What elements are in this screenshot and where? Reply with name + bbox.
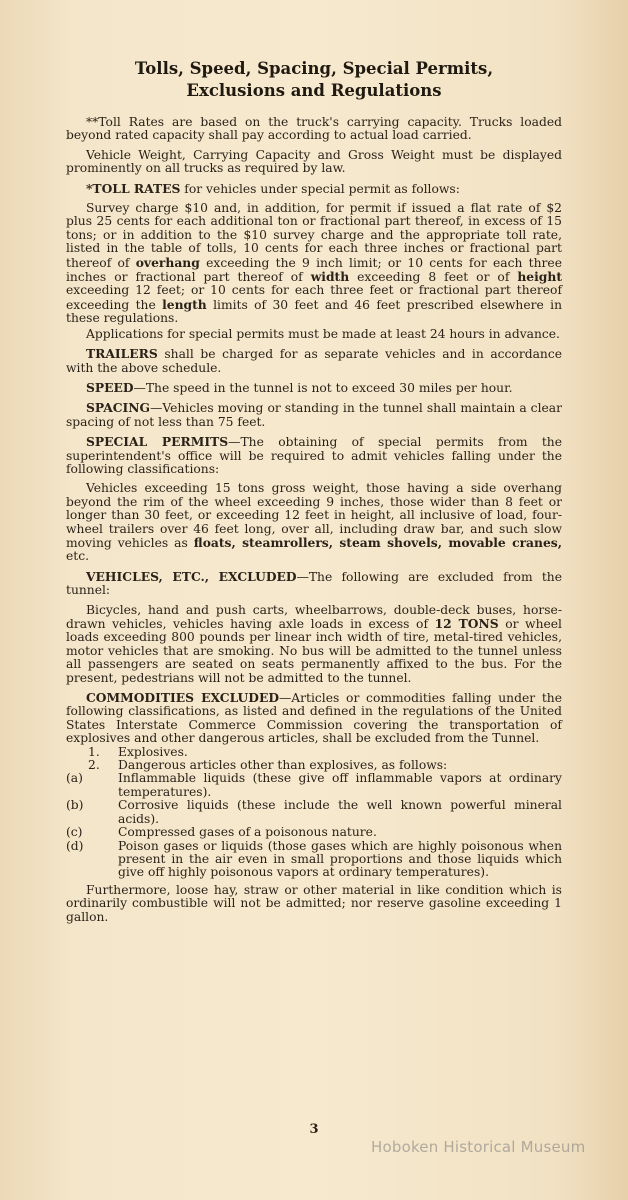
- survey-text-d: exceeding 12 feet; or 10 cents for each three feet or fractional part thereof exceeding the: [66, 283, 562, 312]
- speed-paragraph: [66, 381, 562, 395]
- title-line-2: Exclusions and Regulations: [186, 81, 442, 100]
- special-permits-detail: [66, 482, 562, 563]
- survey-charge-paragraph: [66, 202, 562, 326]
- toll-rates-heading: *TOLL RATES: [86, 180, 181, 196]
- special-permits-text: —The obtaining of special permits from the superintendent's office will be required to admit vehicles falling under the following classifications:: [66, 435, 562, 476]
- list-item-text: Inflammable liquids (these give off inflammable vapors at ordinary temperatures).: [118, 771, 562, 799]
- excluded-detail-text-b: or wheel loads exceeding 800 pounds per linear inch width of tire, metal-tired vehicles, motor vehicles that are smoking. No bus will be admitted to the tunnel unless all passengers are seated on seats permanently affixed to the bus. For the present, pedestrians will not be admitted to the tunnel.: [66, 617, 562, 685]
- list-item: [66, 772, 562, 799]
- trailers-paragraph: [66, 347, 562, 375]
- list-item: [66, 799, 562, 826]
- page-title: [66, 58, 562, 102]
- watermark: Hoboken Historical Museum: [371, 1138, 586, 1156]
- excluded-detail: [66, 604, 562, 685]
- toll-rates-intro: for vehicles under special permit as follows:: [180, 181, 460, 196]
- page-content: [66, 58, 562, 930]
- list-item-number: 2.: [88, 758, 100, 773]
- list-item-text: Poison gases or liquids (those gases which are highly poisonous when present in the air even in small proportions and those liquids which give off highly poisonous vapors at ordinary temperatures).: [118, 838, 562, 880]
- list-item-number: (a): [66, 771, 83, 786]
- spacing-paragraph: [66, 401, 562, 429]
- survey-text-e: limits of 30 feet and 46 feet prescribed elsewhere in these regulations.: [66, 297, 562, 326]
- survey-height: height: [517, 269, 562, 285]
- special-detail-text-a: Vehicles exceeding 15 tons gross weight, those having a side overhang beyond the rim of the wheel exceeding 9 inches, those wider than 8 feet or longer than 30 feet, or exceeding 12 feet in height, all inclusive of load, four-wheel trailers over 46 feet long, over all, including draw bar, and such slow moving vehicles as: [66, 481, 562, 550]
- commodities-heading: COMMODITIES EXCLUDED: [86, 690, 279, 706]
- list-item: [66, 746, 562, 759]
- excluded-detail-bold: 12 TONS: [434, 616, 499, 631]
- furthermore-paragraph: Furthermore, loose hay, straw or other material in like condition which is ordinarily combustible will not be admitted; nor reserve gasoline exceeding 1 gallon.: [66, 882, 562, 924]
- list-item: [66, 840, 562, 880]
- special-permits-paragraph: [66, 435, 562, 476]
- survey-width: width: [310, 269, 350, 285]
- survey-text-b: exceeding the 9 inch limit; or 10 cents for each three inches or fractional part thereof of: [66, 255, 562, 285]
- excluded-heading: VEHICLES, ETC., EXCLUDED: [86, 568, 297, 584]
- excluded-detail-text-a: Bicycles, hand and push carts, wheelbarrows, double-deck buses, horse-drawn vehicles, vehicles having axle loads in excess of: [66, 602, 562, 631]
- page-number: 3: [309, 1122, 319, 1137]
- survey-length: length: [162, 296, 207, 312]
- special-detail-bold: floats, steamrollers, steam shovels, movable cranes,: [193, 534, 562, 550]
- title-line-1: Tolls, Speed, Spacing, Special Permits,: [134, 59, 494, 78]
- list-item: [66, 826, 562, 839]
- survey-text-a: Survey charge $10 and, in addition, for permit if issued a flat rate of $2 plus 25 cents for each additional ton or fractional part thereof, in excess of 15 tons; or in addition to the $10 survey charge and the appropriate toll rate, listed in the table of tolls, 10 cents for each three inches or fractional part thereof of: [66, 201, 562, 270]
- commodities-text: —Articles or commodities falling under the following classifications, as listed and defined in the regulations of the United States Interstate Commerce Commission covering the transportation of explosives and other dangerous articles, shall be excluded from the Tunnel.: [66, 691, 562, 746]
- toll-basis-paragraph: **Toll Rates are based on the truck's carrying capacity. Trucks loaded beyond rated capacity shall pay according to actual load carried.: [66, 115, 562, 143]
- weight-display-paragraph: Vehicle Weight, Carrying Capacity and Gross Weight must be displayed prominently on all trucks as required by law.: [66, 147, 562, 176]
- spacing-text: —Vehicles moving or standing in the tunnel shall maintain a clear spacing of not less than 75 feet.: [66, 401, 562, 429]
- list-item-number: (b): [66, 798, 84, 813]
- spacing-heading: SPACING: [86, 400, 151, 416]
- list-item-text: Dangerous articles other than explosives, as follows:: [118, 758, 448, 773]
- toll-rates-paragraph: [66, 182, 562, 196]
- applications-paragraph: Applications for special permits must be made at least 24 hours in advance.: [86, 326, 560, 341]
- list-item-number: 1.: [88, 744, 100, 759]
- survey-text-c: exceeding 8 feet or of: [349, 270, 518, 285]
- list-item-number: (d): [66, 838, 84, 853]
- list-item-text: Corrosive liquids (these include the well known powerful mineral acids).: [118, 798, 562, 826]
- list-item-text: Compressed gases of a poisonous nature.: [118, 825, 377, 840]
- special-detail-text-b: etc.: [66, 549, 90, 564]
- list-item: [66, 759, 562, 772]
- commodities-paragraph: [66, 691, 562, 746]
- trailers-heading: TRAILERS: [86, 346, 158, 362]
- trailers-text: shall be charged for as separate vehicles and in accordance with the above schedule.: [66, 347, 562, 375]
- excluded-text: —The following are excluded from the tunnel:: [66, 569, 562, 598]
- survey-overhang: overhang: [135, 254, 200, 270]
- speed-text: —The speed in the tunnel is not to exceed 30 miles per hour.: [133, 380, 513, 395]
- commodities-list: [66, 746, 562, 880]
- list-item-number: (c): [66, 825, 83, 840]
- speed-heading: SPEED: [86, 379, 134, 395]
- special-permits-heading: SPECIAL PERMITS: [86, 434, 229, 450]
- excluded-paragraph: [66, 570, 562, 598]
- list-item-text: Explosives.: [118, 744, 188, 759]
